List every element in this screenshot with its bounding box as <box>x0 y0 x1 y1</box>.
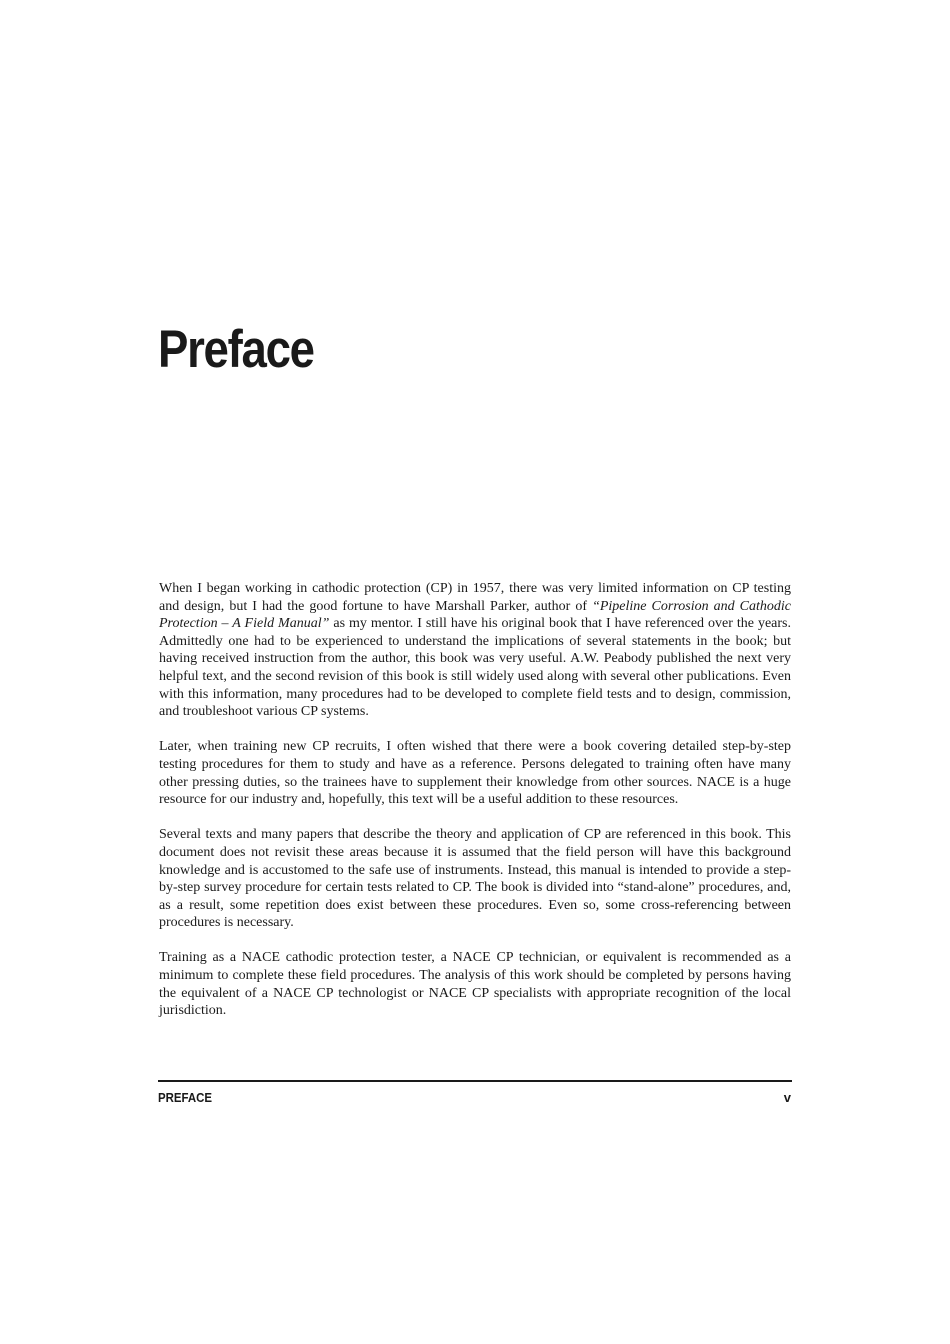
paragraph-1-text-a: When I began working in cathodic protection (CP) in 1957, there was very limited information on CP testing and design, but I had the good fortune to have Marshall Parker, author of <box>159 581 791 614</box>
paragraph-2: Later, when training new CP recruits, I often wished that there were a book covering detailed step-by-step testing procedures for them to study and have as a reference. Persons delegated to training often have many other pressing duties, so the trainees have to supplement their knowledge from other sources. NACE is a huge resource for our industry and, hopefully, this text will be a useful addition to these resources. <box>159 739 791 808</box>
footer-section-label: PREFACE <box>158 1090 213 1105</box>
book-title-reference: “Pipeline Corrosion and Cathodic Protection – A Field Manual” <box>159 598 791 632</box>
paragraph-1-text-b: as my mentor. I still have his original book that I have referenced over the years. Admittedly one had to be experienced to understand the implications of several statements in the book; but having received instruction from the author, this book was very useful. A.W. Peabody published the next very helpful text, and the second revision of this book is still widely used along with several other publications. Even with this information, many procedures had to be developed to complete field tests and to design, commission, and troubleshoot various CP systems. <box>159 616 791 720</box>
preface-body <box>159 580 791 1037</box>
page-number: v <box>783 1090 791 1105</box>
page-title: Preface <box>158 320 314 379</box>
footer-divider <box>158 1080 792 1082</box>
paragraph-1 <box>159 580 791 721</box>
paragraph-3: Several texts and many papers that describe the theory and application of CP are referenced in this book. This document does not revisit these areas because it is assumed that the field person will have this background knowledge and is accustomed to the safe use of instruments. Instead, this manual is intended to provide a step-by-step survey procedure for certain tests related to CP. The book is divided into “stand-alone” procedures, and, as a result, some repetition does exist between these procedures. Even so, some cross-referencing between procedures is necessary. <box>159 827 791 931</box>
paragraph-4: Training as a NACE cathodic protection tester, a NACE CP technician, or equivalent is recommended as a minimum to complete these field procedures. The analysis of this work should be completed by persons having the equivalent of a NACE CP technologist or NACE CP specialists with appropriate recognition of the local jurisdiction. <box>159 950 791 1019</box>
